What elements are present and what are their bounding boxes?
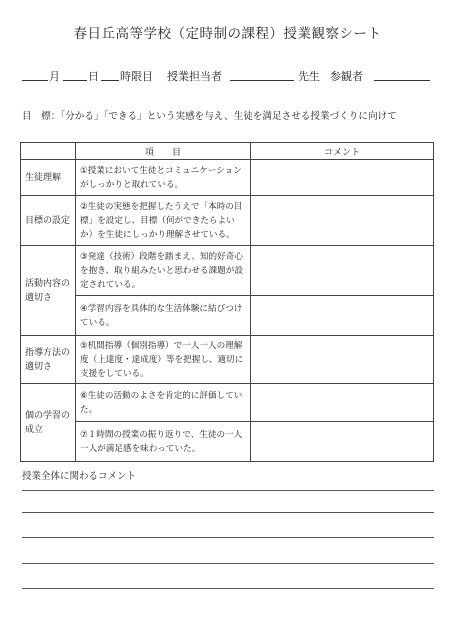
item-cell: ⑥生徒の活動のよさを肯定的に評価していた。 <box>76 384 251 422</box>
table-row <box>21 384 434 422</box>
observation-table <box>20 142 434 462</box>
table-row <box>21 160 434 196</box>
header-item: 項 目 <box>76 143 251 160</box>
header-comment: コメント <box>251 143 434 160</box>
table-row <box>21 336 434 384</box>
category-cell: 生徒理解 <box>21 160 76 196</box>
comment-cell[interactable] <box>251 160 434 196</box>
day-label: 日 <box>88 70 99 83</box>
table-row <box>21 422 434 462</box>
item-cell: ②生徒の実態を把握したうえで「本時の目標」を設定し、目標（何ができたらよいか）を生徒にしっかり理解させている。 <box>76 196 251 246</box>
period-label: 時限目 <box>120 70 153 83</box>
table-header-row <box>21 143 434 160</box>
teacher-label: 授業担当者 <box>167 70 222 83</box>
item-cell: ⑦１時間の授業の振り返りで、生徒の一人一人が満足感を味わっていた。 <box>76 422 251 462</box>
sensei-label: 先生 <box>298 70 320 83</box>
category-cell: 目標の設定 <box>21 196 76 246</box>
comment-line[interactable] <box>22 537 434 538</box>
observer-blank[interactable] <box>374 68 430 81</box>
page-title: 春日丘高等学校（定時制の課程）授業観察シート <box>73 26 382 42</box>
table-row <box>21 196 434 246</box>
table-row <box>21 296 434 336</box>
overall-comment-label: 授業全体に関わるコメント <box>22 471 137 482</box>
teacher-blank[interactable] <box>230 68 294 81</box>
meta-row <box>22 68 442 88</box>
day-blank[interactable] <box>63 68 87 81</box>
month-blank[interactable] <box>22 68 48 81</box>
comment-cell[interactable] <box>251 296 434 336</box>
comment-cell[interactable] <box>251 422 434 462</box>
observer-label: 参観者 <box>330 70 363 83</box>
comment-cell[interactable] <box>251 384 434 422</box>
period-blank[interactable] <box>101 68 119 81</box>
comment-cell[interactable] <box>251 196 434 246</box>
comment-cell[interactable] <box>251 246 434 296</box>
item-cell: ③発達（技術）段階を踏まえ、知的好奇心を抱き、取り組みたいと思わせる課題が設定されている。 <box>76 246 251 296</box>
goal-statement: 目 標：「分かる」「できる」という実感を与え、生徒を満足させる授業づくりに向けて <box>22 111 397 122</box>
table-row <box>21 246 434 296</box>
category-cell: 指導方法の適切さ <box>21 336 76 384</box>
comment-line[interactable] <box>22 563 434 564</box>
category-cell: 活動内容の適切さ <box>21 246 76 336</box>
comment-line[interactable] <box>22 512 434 513</box>
category-cell: 個の学習の成立 <box>21 384 76 462</box>
item-cell: ④学習内容を具体的な生活体験に結びつけている。 <box>76 296 251 336</box>
header-category <box>21 143 76 160</box>
comment-line[interactable] <box>22 490 434 491</box>
item-cell: ①授業において生徒とコミュニケーションがしっかりと取れている。 <box>76 160 251 196</box>
item-cell: ⑤机間指導（個別指導）で一人一人の理解度（上達度・達成度）等を把握し、適切に支援をしている。 <box>76 336 251 384</box>
comment-cell[interactable] <box>251 336 434 384</box>
comment-line[interactable] <box>22 588 434 589</box>
month-label: 月 <box>49 70 60 83</box>
